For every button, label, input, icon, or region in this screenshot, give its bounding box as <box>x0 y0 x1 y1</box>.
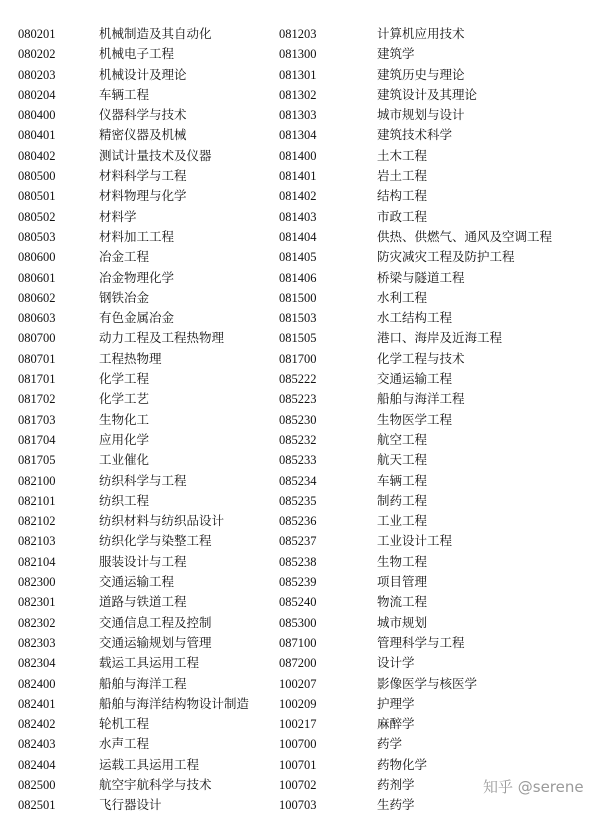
right-major-name: 桥梁与隧道工程 <box>377 269 465 285</box>
right-major-code: 081203 <box>279 27 317 41</box>
right-major-name: 水利工程 <box>377 289 428 305</box>
right-major-code: 100700 <box>279 737 317 752</box>
right-major-name: 管理科学与工程 <box>377 634 465 650</box>
right-major-code: 085236 <box>279 514 317 529</box>
table-row <box>0 674 608 694</box>
left-major-name: 机械电子工程 <box>99 46 175 62</box>
table-row <box>0 430 608 450</box>
right-major-code: 085233 <box>279 453 317 468</box>
table-row <box>0 166 608 186</box>
table-row <box>0 349 608 369</box>
left-major-code: 081704 <box>18 432 56 447</box>
right-major-code: 081403 <box>279 209 317 224</box>
left-major-code: 082304 <box>18 656 56 671</box>
right-major-code: 087100 <box>279 635 317 650</box>
right-major-code: 100209 <box>279 696 317 711</box>
right-major-code: 100701 <box>279 757 317 772</box>
right-major-name: 生物工程 <box>377 553 428 569</box>
right-major-code: 085300 <box>279 615 317 630</box>
left-major-name: 动力工程及工程热物理 <box>99 330 225 346</box>
left-major-code: 080500 <box>18 169 56 184</box>
left-major-code: 080603 <box>18 311 56 326</box>
right-major-code: 100217 <box>279 717 317 732</box>
right-major-code: 081402 <box>279 189 317 204</box>
table-row <box>0 572 608 592</box>
table-row <box>0 268 608 288</box>
right-major-name: 设计学 <box>377 655 415 671</box>
left-major-name: 化学工艺 <box>99 391 150 407</box>
left-major-code: 082100 <box>18 473 56 488</box>
left-major-code: 081701 <box>18 372 56 387</box>
left-major-name: 仪器科学与技术 <box>99 107 187 123</box>
right-major-name: 水工结构工程 <box>377 310 453 326</box>
left-major-name: 钢铁冶金 <box>99 289 150 305</box>
left-major-code: 080201 <box>18 27 56 41</box>
left-major-name: 车辆工程 <box>99 86 150 102</box>
left-major-code: 080502 <box>18 209 56 224</box>
right-major-name: 城市规划与设计 <box>377 107 465 123</box>
right-major-name: 制药工程 <box>377 492 428 508</box>
table-row <box>0 227 608 247</box>
left-major-name: 生物化工 <box>99 411 150 427</box>
table-row <box>0 450 608 470</box>
left-major-name: 纺织材料与纺织品设计 <box>99 513 225 529</box>
right-major-code: 081400 <box>279 148 317 163</box>
left-major-name: 航空宇航科学与技术 <box>99 776 212 792</box>
right-major-name: 生药学 <box>377 797 415 813</box>
left-major-name: 交通信息工程及控制 <box>99 614 212 630</box>
right-major-code: 087200 <box>279 656 317 671</box>
left-major-code: 080204 <box>18 87 56 102</box>
table-row <box>0 105 608 125</box>
left-major-name: 冶金工程 <box>99 249 150 265</box>
table-row <box>0 125 608 145</box>
right-major-name: 城市规划 <box>377 614 428 630</box>
zhihu-watermark: 知乎 @serene <box>483 778 584 796</box>
table-row <box>0 207 608 227</box>
left-major-name: 运载工具运用工程 <box>99 756 200 772</box>
left-major-code: 081703 <box>18 412 56 427</box>
left-major-code: 080600 <box>18 250 56 265</box>
right-major-name: 港口、海岸及近海工程 <box>377 330 503 346</box>
left-major-name: 纺织科学与工程 <box>99 472 187 488</box>
right-major-name: 化学工程与技术 <box>377 350 465 366</box>
left-major-code: 081702 <box>18 392 56 407</box>
right-major-name: 建筑学 <box>377 46 415 62</box>
left-major-code: 082500 <box>18 777 56 792</box>
left-major-code: 082101 <box>18 493 56 508</box>
table-row <box>0 389 608 409</box>
left-major-name: 交通运输工程 <box>99 574 175 590</box>
left-major-name: 交通运输规划与管理 <box>99 634 212 650</box>
left-major-code: 082402 <box>18 717 56 732</box>
right-major-code: 085222 <box>279 372 317 387</box>
left-major-code: 082102 <box>18 514 56 529</box>
table-row <box>0 633 608 653</box>
left-major-name: 工程热物理 <box>99 350 162 366</box>
left-major-code: 080402 <box>18 148 56 163</box>
right-major-name: 航天工程 <box>377 452 428 468</box>
right-major-code: 081301 <box>279 67 317 82</box>
right-major-name: 建筑技术科学 <box>377 127 453 143</box>
right-major-code: 085239 <box>279 575 317 590</box>
left-major-name: 有色金属冶金 <box>99 310 175 326</box>
right-major-code: 085240 <box>279 595 317 610</box>
table-row <box>0 552 608 572</box>
left-major-code: 080401 <box>18 128 56 143</box>
table-row <box>0 65 608 85</box>
table-row <box>0 714 608 734</box>
left-major-code: 080602 <box>18 290 56 305</box>
right-major-name: 船舶与海洋工程 <box>377 391 465 407</box>
right-major-name: 工业工程 <box>377 513 428 529</box>
table-row <box>0 511 608 531</box>
left-major-code: 082401 <box>18 696 56 711</box>
left-major-name: 船舶与海洋结构物设计制造 <box>99 695 250 711</box>
right-major-code: 085235 <box>279 493 317 508</box>
major-code-table <box>0 24 608 816</box>
table-row <box>0 471 608 491</box>
right-major-name: 项目管理 <box>377 574 428 590</box>
table-row <box>0 491 608 511</box>
right-major-code: 081304 <box>279 128 317 143</box>
left-major-code: 082302 <box>18 615 56 630</box>
left-major-name: 飞行器设计 <box>99 797 162 813</box>
table-row <box>0 531 608 551</box>
table-row <box>0 308 608 328</box>
right-major-code: 081406 <box>279 270 317 285</box>
table-row <box>0 186 608 206</box>
table-row <box>0 369 608 389</box>
left-major-name: 工业催化 <box>99 452 150 468</box>
left-major-code: 080601 <box>18 270 56 285</box>
left-major-code: 082303 <box>18 635 56 650</box>
right-major-code: 081405 <box>279 250 317 265</box>
left-major-code: 080400 <box>18 108 56 123</box>
left-major-name: 纺织化学与染整工程 <box>99 533 212 549</box>
right-major-code: 081303 <box>279 108 317 123</box>
table-row <box>0 410 608 430</box>
table-row <box>0 613 608 633</box>
right-major-code: 081302 <box>279 87 317 102</box>
left-major-name: 载运工具运用工程 <box>99 655 200 671</box>
right-major-name: 交通运输工程 <box>377 371 453 387</box>
left-major-name: 船舶与海洋工程 <box>99 675 187 691</box>
left-major-code: 082400 <box>18 676 56 691</box>
right-major-code: 081300 <box>279 47 317 62</box>
right-major-name: 车辆工程 <box>377 472 428 488</box>
right-major-name: 麻醉学 <box>377 716 415 732</box>
right-major-name: 护理学 <box>377 695 415 711</box>
right-major-name: 岩土工程 <box>377 168 428 184</box>
left-major-name: 轮机工程 <box>99 716 150 732</box>
left-major-name: 机械制造及其自动化 <box>99 26 212 41</box>
left-major-name: 道路与铁道工程 <box>99 594 187 610</box>
right-major-code: 085223 <box>279 392 317 407</box>
left-major-name: 冶金物理化学 <box>99 269 175 285</box>
right-major-name: 药物化学 <box>377 756 428 772</box>
left-major-code: 080203 <box>18 67 56 82</box>
right-major-code: 085230 <box>279 412 317 427</box>
right-major-code: 085237 <box>279 534 317 549</box>
right-major-name: 市政工程 <box>377 208 428 224</box>
right-major-name: 生物医学工程 <box>377 411 453 427</box>
left-major-name: 服装设计与工程 <box>99 553 187 569</box>
table-row <box>0 592 608 612</box>
left-major-name: 材料加工工程 <box>99 228 175 244</box>
right-major-code: 100703 <box>279 798 317 813</box>
right-major-code: 081700 <box>279 351 317 366</box>
table-row <box>0 653 608 673</box>
left-major-name: 纺织工程 <box>99 492 150 508</box>
left-major-code: 080701 <box>18 351 56 366</box>
right-major-name: 计算机应用技术 <box>377 26 465 41</box>
right-major-name: 防灾减灾工程及防护工程 <box>377 249 515 265</box>
table-row <box>0 328 608 348</box>
right-major-name: 建筑历史与理论 <box>377 66 465 82</box>
right-major-code: 081503 <box>279 311 317 326</box>
left-major-name: 材料学 <box>99 208 137 224</box>
table-row <box>0 288 608 308</box>
right-major-code: 100702 <box>279 777 317 792</box>
right-major-code: 100207 <box>279 676 317 691</box>
table-row <box>0 734 608 754</box>
left-major-name: 化学工程 <box>99 371 150 387</box>
right-major-code: 081404 <box>279 229 317 244</box>
left-major-code: 082404 <box>18 757 56 772</box>
left-major-code: 082300 <box>18 575 56 590</box>
right-major-code: 081505 <box>279 331 317 346</box>
left-major-name: 精密仪器及机械 <box>99 127 187 143</box>
table-row <box>0 755 608 775</box>
left-major-code: 082103 <box>18 534 56 549</box>
left-major-code: 082104 <box>18 554 56 569</box>
left-major-code: 082403 <box>18 737 56 752</box>
right-major-code: 081401 <box>279 169 317 184</box>
right-major-name: 物流工程 <box>377 594 428 610</box>
table-row <box>0 44 608 64</box>
left-major-code: 082501 <box>18 798 56 813</box>
left-major-name: 材料科学与工程 <box>99 168 187 184</box>
table-row <box>0 146 608 166</box>
left-major-name: 机械设计及理论 <box>99 66 187 82</box>
right-major-name: 供热、供燃气、通风及空调工程 <box>377 228 553 244</box>
table-row <box>0 24 608 44</box>
right-major-name: 土木工程 <box>377 147 428 163</box>
right-major-code: 085234 <box>279 473 317 488</box>
right-major-name: 药学 <box>377 736 403 752</box>
right-major-name: 工业设计工程 <box>377 533 453 549</box>
right-major-code: 085232 <box>279 432 317 447</box>
table-row <box>0 85 608 105</box>
left-major-code: 080501 <box>18 189 56 204</box>
table-row <box>0 795 608 815</box>
left-major-name: 水声工程 <box>99 736 150 752</box>
right-major-name: 影像医学与核医学 <box>377 675 478 691</box>
right-major-name: 航空工程 <box>377 431 428 447</box>
right-major-code: 081500 <box>279 290 317 305</box>
left-major-name: 应用化学 <box>99 431 150 447</box>
right-major-name: 药剂学 <box>377 776 415 792</box>
right-major-name: 建筑设计及其理论 <box>377 86 478 102</box>
left-major-name: 材料物理与化学 <box>99 188 187 204</box>
table-row <box>0 247 608 267</box>
left-major-code: 080503 <box>18 229 56 244</box>
left-major-code: 081705 <box>18 453 56 468</box>
left-major-code: 080202 <box>18 47 56 62</box>
left-major-name: 测试计量技术及仪器 <box>99 147 212 163</box>
right-major-code: 085238 <box>279 554 317 569</box>
table-row <box>0 694 608 714</box>
right-major-name: 结构工程 <box>377 188 428 204</box>
left-major-code: 082301 <box>18 595 56 610</box>
left-major-code: 080700 <box>18 331 56 346</box>
